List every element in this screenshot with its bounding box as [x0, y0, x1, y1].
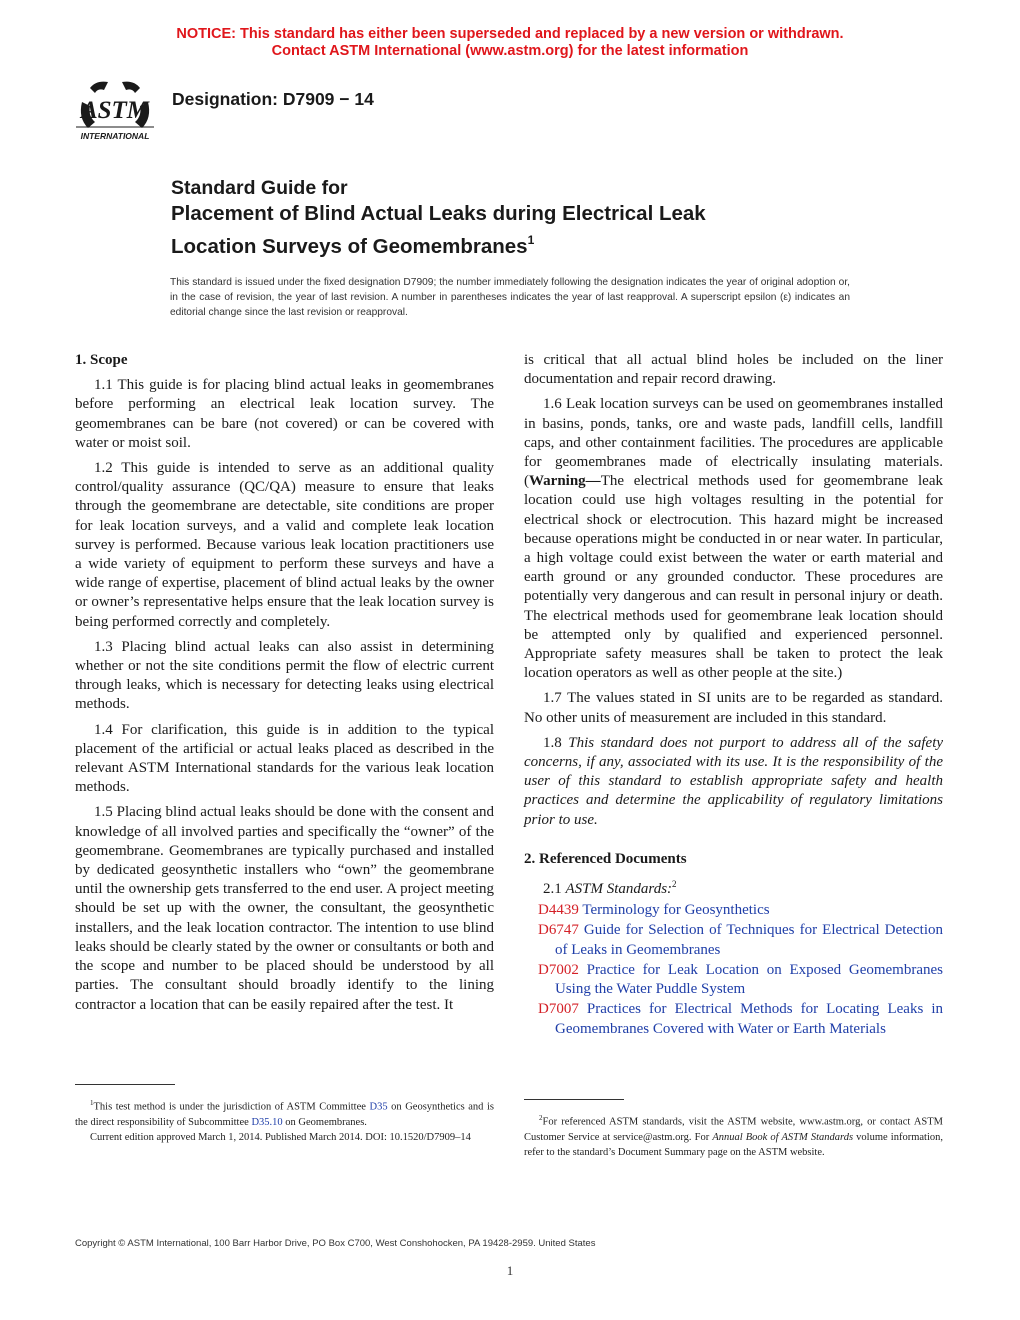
- svg-text:INTERNATIONAL: INTERNATIONAL: [80, 131, 150, 141]
- footnote-2: $^2$For referenced ASTM standards, visit the ASTM website, www.astm.org, or contact ASTM Customer Service at service@astm.org. For Annual Book of ASTM Standards volume information, refer to the standard’s Document Summary page on the ASTM website.: [524, 1114, 943, 1158]
- reference-item[interactable]: [524, 901, 943, 920]
- title-footnote-mark: 1: [527, 233, 535, 247]
- reference-code[interactable]: D4439: [538, 902, 579, 919]
- reference-item[interactable]: [524, 1000, 943, 1038]
- title-line-2: Placement of Blind Actual Leaks during Electrical Leak: [171, 202, 706, 225]
- reference-code[interactable]: D7007: [538, 1001, 579, 1018]
- paragraph-1-8: 1.8 This standard does not purport to address all of the safety concerns, if any, associated with its use. It is the responsibility of the user of this standard to establish appropriate safety and health practices and determine the applicability of regulatory limitations prior to use.: [524, 734, 944, 828]
- scope-heading: 1. Scope: [75, 352, 128, 368]
- reference-code[interactable]: D6747: [538, 922, 579, 939]
- paragraph-1-5-continued: is critical that all actual blind holes be included on the liner documentation and repair record drawing.: [524, 352, 943, 388]
- superseded-notice: [0, 26, 1020, 60]
- document-title: [171, 175, 706, 260]
- referenced-documents-heading: 2. Referenced Documents: [524, 850, 687, 867]
- issuance-notice: This standard is issued under the fixed designation D7909; the number immediately following the designation indicates the year of original adoption or, in the case of revision, the year of last revision. A number in parentheses indicates the year of last reapproval. A superscript epsilon (ε) indicates an editorial change since the last revision or reapproval.: [170, 277, 850, 318]
- copyright-line: Copyright © ASTM International, 100 Barr Harbor Drive, PO Box C700, West Conshohocken, PA 19428-2959. United States: [75, 1238, 596, 1249]
- reference-code[interactable]: D7002: [538, 961, 579, 978]
- paragraph-2-1: 2.1 ASTM Standards:$^2$: [543, 879, 677, 898]
- astm-logo: [68, 78, 162, 144]
- edition-note: Current edition approved March 1, 2014. Published March 2014. DOI: 10.1520/D7909–14: [90, 1131, 471, 1143]
- reference-title[interactable]: Terminology for Geosynthetics: [578, 902, 770, 919]
- designation: Designation: D7909 − 14: [172, 89, 374, 109]
- footnote-rule-left: [75, 1084, 175, 1085]
- paragraph-1-3: 1.3 Placing blind actual leaks can also assist in determining whether or not the site conditions permit the flow of electric current through leaks, which is necessary for detecting leaks using electrical methods.: [75, 638, 494, 713]
- warning-label: Warning—: [529, 473, 601, 490]
- page-number: 1: [506, 1263, 514, 1278]
- committee-d35-link[interactable]: D35: [369, 1101, 388, 1113]
- reference-item[interactable]: [524, 961, 943, 999]
- paragraph-1-7: 1.7 The values stated in SI units are to be regarded as standard. No other units of measurement are included in this standard.: [524, 690, 943, 726]
- reference-title[interactable]: Guide for Selection of Techniques for Electrical Detection of Leaks in Geomembranes: [555, 922, 943, 958]
- footnote-rule-right: [524, 1099, 624, 1100]
- title-line-3: Location Surveys of Geomembranes$^1$: [171, 233, 535, 258]
- notice-line-1: NOTICE: This standard has either been superseded and replaced by a new version or withdrawn.: [176, 26, 844, 42]
- paragraph-1-4: 1.4 For clarification, this guide is in addition to the typical placement of the artificial or actual leaks placed as described in the relevant ASTM International standards for the various leak location methods.: [75, 721, 494, 796]
- paragraph-1-1: 1.1 This guide is for placing blind actual leaks in geomembranes before performing an electrical leak location survey. The geomembranes can be bare (not covered) or can be covered with water or moist soil.: [75, 377, 494, 451]
- reference-title[interactable]: Practices for Electrical Methods for Locating Leaks in Geomembranes Covered with Water or Earth Materials: [555, 1001, 943, 1037]
- subcommittee-d35-10-link[interactable]: D35.10: [251, 1116, 283, 1128]
- paragraph-1-2: 1.2 This guide is intended to serve as an additional quality control/quality assurance (QC/QA) measure to ensure that leaks through the geomembrane are detectable, site conditions are proper for leak location surveys, and a valid and complete leak location survey is performed. Because various leak location practitioners use a wide variety of equipment to perform these surveys and have a wide range of expertise, placement of blind actual leaks by the owner or owner’s representative helps ensure that the leak location survey is being performed correctly and completely.: [75, 460, 494, 630]
- svg-text:ASTM: ASTM: [80, 97, 150, 124]
- reference-title[interactable]: Practice for Leak Location on Exposed Geomembranes Using the Water Puddle System: [555, 961, 943, 998]
- paragraph-1-6: 1.6 Leak location surveys can be used on geomembranes installed in basins, ponds, tanks, ore and waste pads, landfill cells, landfill caps, and other containment facilities. The procedures are applicable for geomembranes made of electrically insulating materials. (Warning—The electrical methods used for geomembrane leak location could use high voltages resulting in the potential for electrical shock or electrocution. This hazard might be increased because operations might be conducted in or near water. In particular, a high voltage could exist between the water or earth material and earth ground or any grounded conductor. These procedures are potentially very dangerous and can result in personal injury or death. The electrical methods used for geomembrane leak location should be attempted only by qualified and experienced personnel. Appropriate safety measures shall be taken to protect the leak location operators as well as other people at the site.): [524, 396, 943, 682]
- paragraph-1-5: 1.5 Placing blind actual leaks should be done with the consent and knowledge of all involved parties and specifically the “owner” of the geomembrane. Geomembranes are typically purchased and installed by dedicated geosynthetic installers who “own” the geomembrane until the ownership gets transferred to the end user. A project meeting should be set up with the owner, the consultant, the geosynthetic installers, and the leak location contractor. The intention to use blind leaks should be clearly stated by the owner or consultants or both and the scope and number to be placed should be understood by all parties. The consultant should broadly identify to the lining contractor a location that can be easily repaired after the test. It: [75, 804, 494, 1013]
- footnote-1: $^1$This test method is under the jurisdiction of ASTM Committee D35 on Geosynthetics and is the direct responsibility of Subcommittee D35.10 on Geomembranes. Current edition approved March 1, 2014. Published March 2014. DOI: 10.1520/D7909–14: [75, 1099, 494, 1143]
- reference-list: [524, 901, 943, 1038]
- left-column: [75, 351, 494, 1021]
- right-column: [524, 351, 943, 1040]
- notice-line-2: Contact ASTM International (www.astm.org) for the latest information: [271, 43, 749, 59]
- title-line-1: Standard Guide for: [171, 177, 348, 199]
- reference-item[interactable]: [524, 921, 943, 959]
